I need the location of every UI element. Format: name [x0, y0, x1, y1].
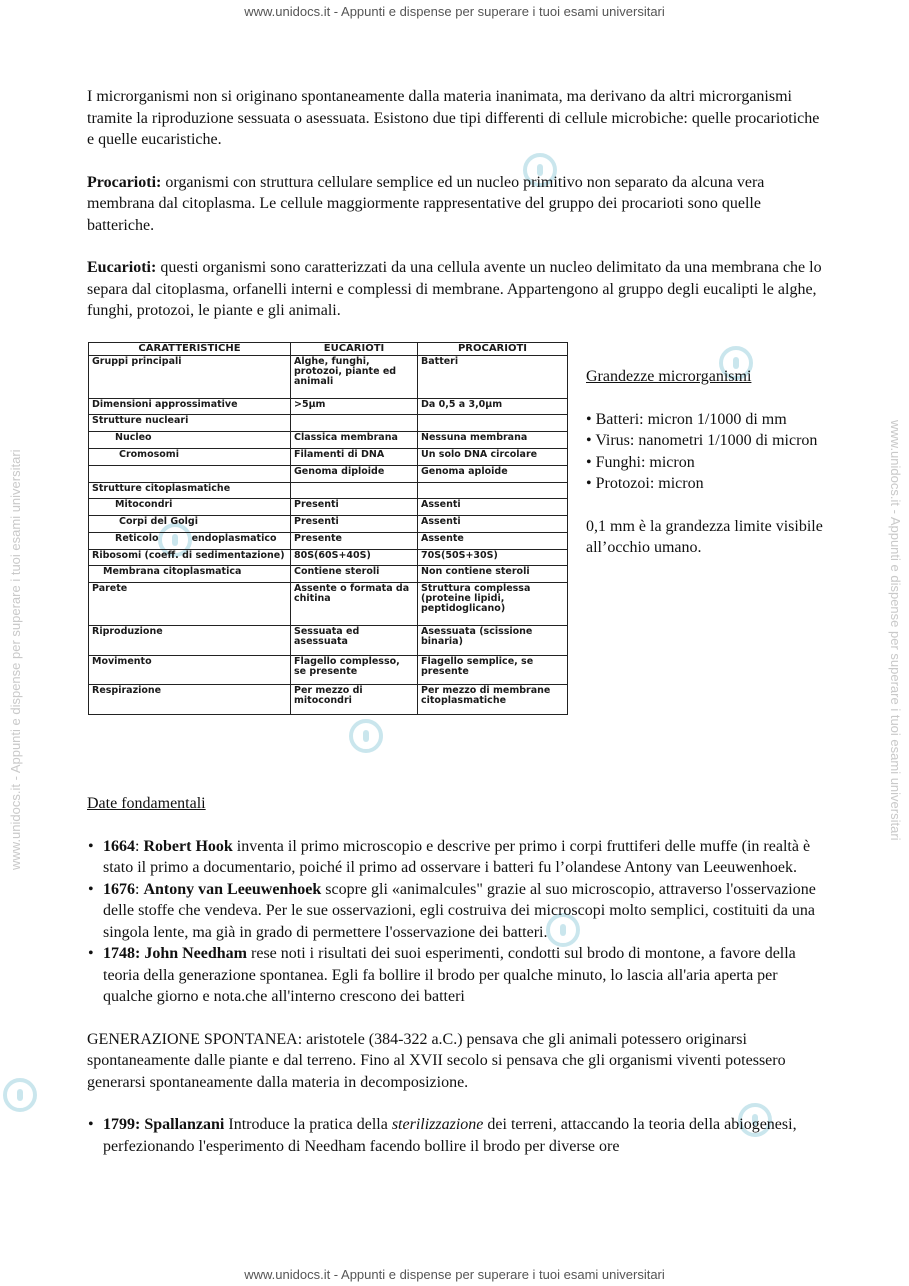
date-person: John Needham — [144, 945, 248, 962]
table-row — [89, 398, 568, 415]
table-cell: Dimensioni approssimative — [89, 398, 291, 415]
sizes-note: 0,1 mm è la grandezza limite visibile all’occhio umano. — [586, 517, 823, 556]
table-cell: Presente — [291, 532, 418, 549]
comparison-table — [88, 342, 568, 715]
sizes-title: Grandezze microrganismi — [586, 368, 752, 385]
table-cell: Strutture nucleari — [89, 415, 291, 432]
table-row — [89, 549, 568, 566]
date-year: 1676 — [103, 880, 135, 898]
table-cell: Contiene steroli — [291, 566, 418, 583]
table-cell: Flagello semplice, se presente — [418, 655, 568, 685]
date-person: Antony van Leeuwenhoek — [143, 880, 322, 898]
dates-section — [87, 793, 827, 1157]
table-cell: Riproduzione — [89, 625, 291, 655]
eucarioti-label: Eucarioti: — [87, 259, 157, 276]
watermark-header: www.unidocs.it - Appunti e dispense per superare i tuoi esami universitari — [244, 4, 665, 19]
dates-list — [87, 836, 827, 1008]
table-cell: Gruppi principali — [89, 356, 291, 399]
table-row — [89, 465, 568, 482]
table-cell: Nessuna membrana — [418, 432, 568, 449]
procarioti-paragraph — [87, 172, 827, 237]
table-row — [89, 685, 568, 715]
table-cell: Corpi del Golgi — [89, 516, 291, 533]
date-year: 1748: — [103, 945, 141, 962]
table-cell: Non contiene steroli — [418, 566, 568, 583]
table-cell: Da 0,5 a 3,0μm — [418, 398, 568, 415]
table-row — [89, 482, 568, 499]
table-row — [89, 499, 568, 516]
table-row — [89, 356, 568, 399]
date-text: inventa il primo microscopio e descrive per primo i corpi fruttiferi delle muffe (in realtà è stato il primo a documentario, poiché il primo ad osservare i batteri fu l’olandese Antony van Leeuwenhoek. — [103, 837, 811, 876]
table-cell: Movimento — [89, 655, 291, 685]
table-cell: Asessuata (scissione binaria) — [418, 625, 568, 655]
table-cell: Un solo DNA circolare — [418, 448, 568, 465]
table-cell: Genoma aploide — [418, 465, 568, 482]
date-text: dei terreni, attaccando la teoria della abiogenesi, perfezionando l'esperimento di Needham facendo bollire il brodo per diverse ore — [103, 1116, 797, 1155]
table-cell: Batteri — [418, 356, 568, 399]
date-text: rese noti i risultati dei suoi esperimenti, condotti sul brodo di montone, a favore della teoria della generazione spontanea. Egli fa bollire il brodo per qualche minuto, lo lascia all'aria aperta per qualche giorno e nota.che all'interno crescono dei batteri — [103, 945, 796, 1005]
unidocs-logo-icon — [346, 716, 386, 756]
procarioti-label: Procarioti: — [87, 173, 162, 191]
table-header: EUCARIOTI — [291, 343, 418, 356]
table-cell: Flagello complesso, se presente — [291, 655, 418, 685]
table-row — [89, 566, 568, 583]
table-cell: Per mezzo di mitocondri — [291, 685, 418, 715]
table-cell: Presenti — [291, 516, 418, 533]
unidocs-logo-icon — [0, 1075, 40, 1115]
italic-term: sterilizzazione — [391, 1116, 484, 1133]
table-cell: Parete — [89, 583, 291, 626]
table-cell: Assenti — [418, 499, 568, 516]
table-cell: Genoma diploide — [291, 465, 418, 482]
date-year: 1799: — [103, 1116, 141, 1133]
table-cell: Classica membrana — [291, 432, 418, 449]
table-row — [89, 432, 568, 449]
date-person: Spallanzani — [144, 1116, 225, 1133]
table-cell: Per mezzo di membrane citoplasmatiche — [418, 685, 568, 715]
table-cell: Membrana citoplasmatica — [89, 566, 291, 583]
size-item: • Batteri: micron 1/1000 di mm — [586, 410, 787, 428]
dates-title: Date fondamentali — [87, 795, 206, 812]
watermark-footer: www.unidocs.it - Appunti e dispense per superare i tuoi esami universitari — [244, 1267, 665, 1282]
table-cell: Nucleo — [89, 432, 291, 449]
table-cell: Assenti — [418, 516, 568, 533]
table-cell: 70S(50S+30S) — [418, 549, 568, 566]
list-item — [103, 1114, 827, 1157]
eucarioti-text: questi organismi sono caratterizzati da una cellula avente un nucleo delimitato da una membrana che lo separa dal citoplasma, orfanelli interni e complessi di membrane. Appartengono al gruppo degli eucalipti le alghe, funghi, protozoi, le piante e gli animali. — [87, 259, 822, 319]
table-cell: Alghe, funghi, protozoi, piante ed animali — [291, 356, 418, 399]
date-sep: : — [135, 880, 144, 898]
table-cell — [89, 465, 291, 482]
spallanzani-list — [87, 1114, 827, 1157]
size-item: • Funghi: micron — [586, 453, 695, 471]
table-cell: >5μm — [291, 398, 418, 415]
comparison-table-image — [88, 342, 568, 715]
table-cell: Sessuata ed asessuata — [291, 625, 418, 655]
table-header: CARATTERISTICHE — [89, 343, 291, 356]
table-cell: Cromosomi — [89, 448, 291, 465]
size-item: • Virus: nanometri 1/1000 di micron — [586, 432, 818, 449]
procarioti-text: organismi con struttura cellulare semplice ed un nucleo primitivo non separato da alcuna vera membrana dal citoplasma. Le cellule maggiormente rappresentative del gruppo dei procarioti sono quelle batteriche. — [87, 173, 765, 234]
table-cell: Strutture citoplasmatiche — [89, 482, 291, 499]
table-header: PROCARIOTI — [418, 343, 568, 356]
sizes-aside — [586, 366, 826, 559]
date-sep: : — [135, 837, 144, 855]
table-row — [89, 516, 568, 533]
table-cell: Mitocondri — [89, 499, 291, 516]
table-cell: Ribosomi (coeff. di sedimentazione) — [89, 549, 291, 566]
list-item — [103, 836, 827, 879]
intro-paragraph: I microrganismi non si originano spontaneamente dalla materia inanimata, ma derivano da altri microrganismi tramite la riproduzione sessuata o asessuata. Esistono due tipi differenti di cellule microbiche: quelle procariotiche e quelle eucaristiche. — [87, 88, 820, 148]
table-cell: Filamenti di DNA — [291, 448, 418, 465]
table-cell: Assente o formata da chitina — [291, 583, 418, 626]
list-item — [103, 943, 827, 1008]
document-body — [87, 86, 827, 343]
date-year: 1664 — [103, 837, 135, 855]
table-row — [89, 625, 568, 655]
list-item — [103, 879, 827, 944]
table-header-row — [89, 343, 568, 356]
date-text: scopre gli «animalcules" grazie al suo microscopio, attraverso l'osservazione delle stoffe che vendeva. Per le sue osservazioni, egli costruiva dei microscopi molto semplici, costituiti da una singola lente, ma già in grado di permettere l'osservazione dei batteri. — [103, 880, 816, 941]
table-row — [89, 583, 568, 626]
watermark-side-left: www.unidocs.it - Appunti e dispense per superare i tuoi esami universitari — [8, 449, 23, 870]
date-person: Robert Hook — [143, 837, 233, 855]
table-cell: Assente — [418, 532, 568, 549]
table-cell — [291, 415, 418, 432]
table-cell — [291, 482, 418, 499]
table-cell — [418, 482, 568, 499]
table-cell: Reticolo endoplasmatico — [89, 532, 291, 549]
table-cell: Presenti — [291, 499, 418, 516]
table-cell: 80S(60S+40S) — [291, 549, 418, 566]
size-item: • Protozoi: micron — [586, 475, 704, 492]
date-text: Introduce la pratica della — [224, 1116, 392, 1133]
watermark-side-right: www.unidocs.it - Appunti e dispense per superare i tuoi esami universitari — [888, 420, 903, 841]
table-row — [89, 415, 568, 432]
table-row — [89, 532, 568, 549]
table-cell: Respirazione — [89, 685, 291, 715]
table-row — [89, 448, 568, 465]
table-cell: Struttura complessa (proteine lipidi, peptidoglicano) — [418, 583, 568, 626]
generazione-paragraph: GENERAZIONE SPONTANEA: aristotele (384-322 a.C.) pensava che gli animali potessero originarsi spontaneamente dalle piante e dal terreno. Fino al XVII secolo si pensava che gli organismi viventi potessero generarsi spontaneamente dalla materia in decomposizione. — [87, 1030, 786, 1091]
eucarioti-paragraph — [87, 257, 827, 322]
table-cell — [418, 415, 568, 432]
table-row — [89, 655, 568, 685]
